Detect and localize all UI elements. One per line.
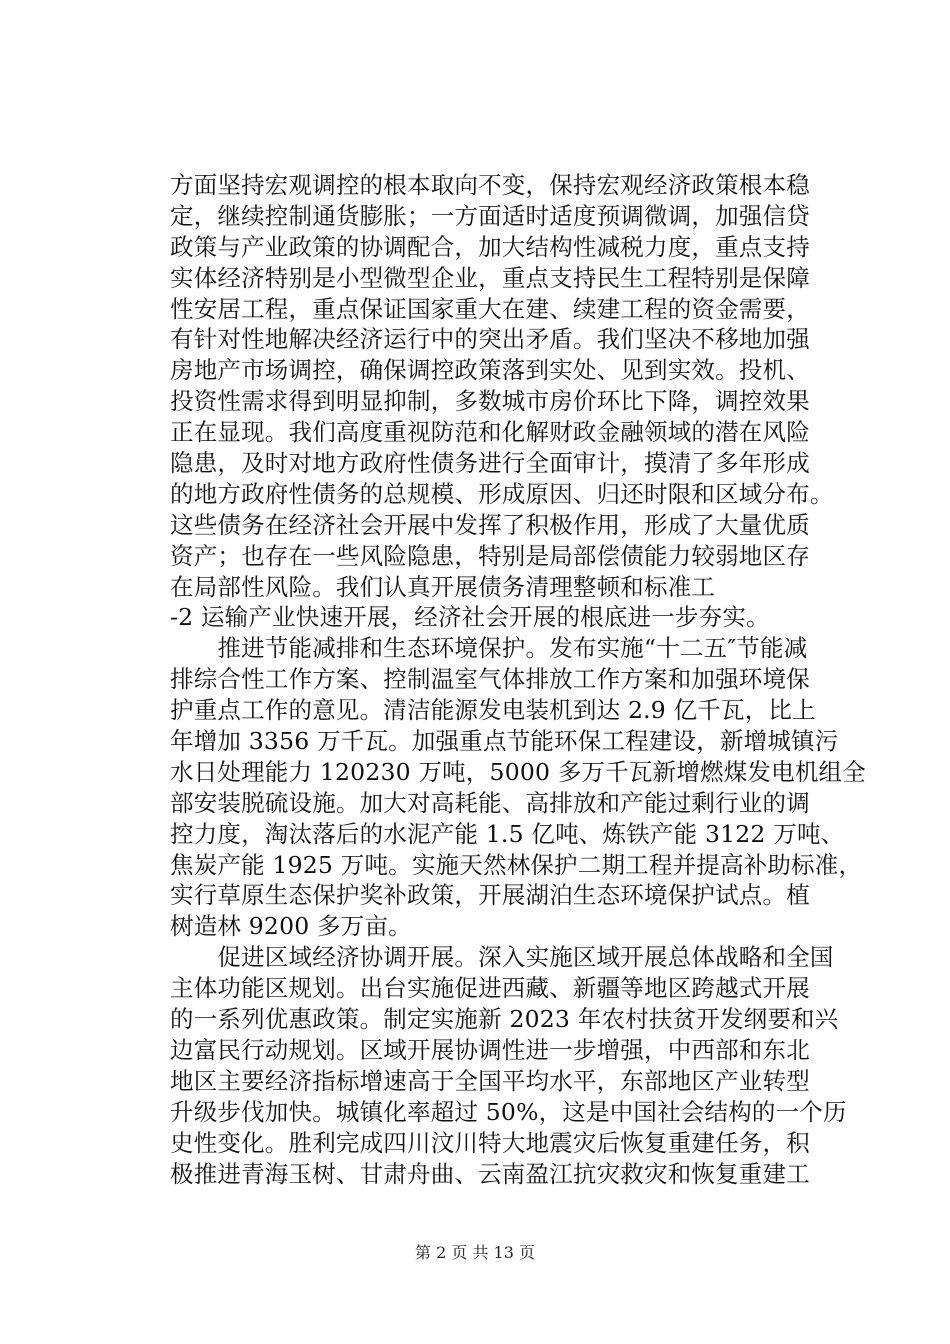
text-line: 排综合性工作方案、控制温室气体排放工作方案和加强环境保 <box>170 665 810 694</box>
text-line: 控力度，淘汰落后的水泥产能 1.5 亿吨、炼铁产能 3122 万吨、 <box>170 819 845 848</box>
text-line: 有针对性地解决经济运行中的突出矛盾。我们坚决不移地加强 <box>170 325 810 354</box>
text-line: 极推进青海玉树、甘肃舟曲、云南盈江抗灾救灾和恢复重建工 <box>170 1159 810 1188</box>
text-line: 升级步伐加快。城镇化率超过 50%，这是中国社会结构的一个历 <box>170 1097 847 1126</box>
text-line: -2 运输产业快速开展，经济社会开展的根底进一步夯实。 <box>170 603 770 632</box>
text-line: 实行草原生态保护奖补政策，开展湖泊生态环境保护试点。植 <box>170 881 810 910</box>
text-line: 隐患，及时对地方政府性债务进行全面审计，摸清了多年形成 <box>170 449 810 478</box>
text-line: 资产；也存在一些风险隐患，特别是局部偿债能力较弱地区存 <box>170 541 810 570</box>
text-line: 焦炭产能 1925 万吨。实施天然林保护二期工程并提高补助标准， <box>170 850 863 879</box>
text-line: 推进节能减排和生态环境保护。发布实施“十二五″节能减 <box>170 634 808 663</box>
text-line: 部安装脱硫设施。加大对高耗能、高排放和产能过剩行业的调 <box>170 788 810 817</box>
text-line: 史性变化。胜利完成四川汶川特大地震灾后恢复重建任务，积 <box>170 1128 810 1157</box>
body-text <box>170 170 866 1189</box>
text-line: 年增加 3356 万千瓦。加强重点节能环保工程建设，新增城镇污 <box>170 727 839 756</box>
text-line: 促进区域经济协调开展。深入实施区域开展总体战略和全国 <box>170 943 834 972</box>
page-number-footer: 第 2 页 共 13 页 <box>415 1243 535 1262</box>
text-line: 水日处理能力 120230 万吨，5000 多万千瓦新增燃煤发电机组全 <box>170 757 866 786</box>
text-line: 定，继续控制通货膨胀；一方面适时适度预调微调，加强信贷 <box>170 201 810 230</box>
text-line: 政策与产业政策的协调配合，加大结构性减税力度，重点支持 <box>170 232 810 261</box>
text-line: 护重点工作的意见。清洁能源发电装机到达 2.9 亿千瓦，比上 <box>170 696 816 725</box>
text-line: 方面坚持宏观调控的根本取向不变，保持宏观经济政策根本稳 <box>170 171 810 199</box>
text-line: 实体经济特别是小型微型企业，重点支持民生工程特别是保障 <box>170 263 810 292</box>
text-line: 的地方政府性债务的总规模、形成原因、归还时限和区域分布。 <box>170 479 834 508</box>
text-line: 这些债务在经济社会开展中发挥了积极作用，形成了大量优质 <box>170 510 810 539</box>
text-line: 树造林 9200 多万亩。 <box>170 912 412 941</box>
text-line: 投资性需求得到明显抑制，多数城市房价环比下降，调控效果 <box>170 387 810 416</box>
text-line: 边富民行动规划。区域开展协调性进一步增强，中西部和东北 <box>170 1035 810 1064</box>
text-line: 房地产市场调控，确保调控政策落到实处、见到实效。投机、 <box>170 356 810 385</box>
text-line: 的一系列优惠政策。制定实施新 2023 年农村扶贫开发纲要和兴 <box>170 1005 839 1034</box>
text-line: 主体功能区规划。出台实施促进西藏、新疆等地区跨越式开展 <box>170 974 810 1003</box>
text-line: 性安居工程，重点保证国家重大在建、续建工程的资金需要， <box>170 294 810 323</box>
text-line: 正在显现。我们高度重视防范和化解财政金融领域的潜在风险 <box>170 418 810 447</box>
text-line: 地区主要经济指标增速高于全国平均水平，东部地区产业转型 <box>170 1066 810 1095</box>
text-line: 在局部性风险。我们认真开展债务清理整顿和标准工 <box>170 572 716 601</box>
